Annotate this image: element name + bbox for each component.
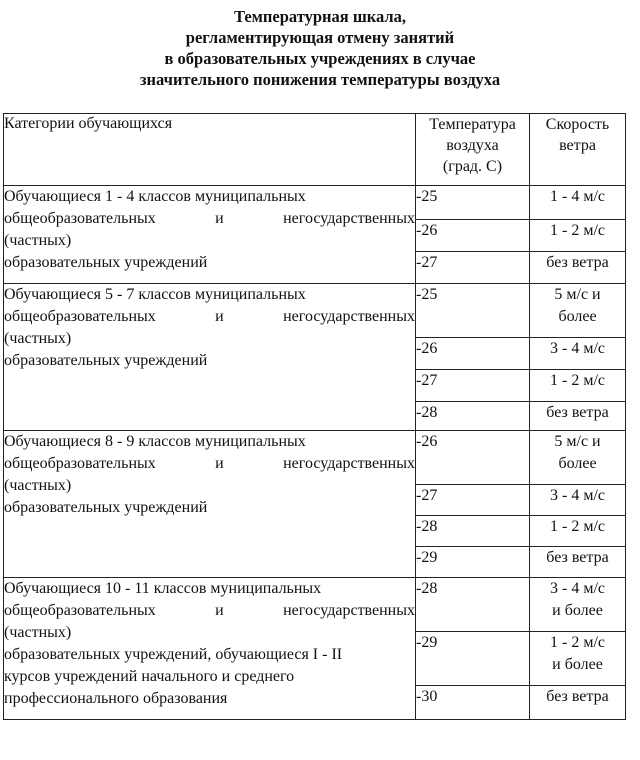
temperature-cell: -29 bbox=[416, 632, 530, 686]
table-header-row bbox=[4, 114, 626, 186]
category-line: образовательных учреждений, обучающиеся I - II bbox=[4, 646, 343, 663]
wind-line: и более bbox=[552, 656, 603, 673]
wind-line: 5 м/с и bbox=[554, 433, 601, 450]
wind-line: 1 - 2 м/с bbox=[550, 222, 605, 239]
category-cell bbox=[4, 186, 416, 284]
wind-cell bbox=[530, 516, 626, 547]
category-line: Обучающиеся 8 - 9 классов муниципальных bbox=[4, 433, 306, 450]
temperature-cell: -30 bbox=[416, 686, 530, 720]
header-temperature-line: (град. С) bbox=[442, 158, 503, 175]
title-line: Температурная шкала, bbox=[233, 7, 407, 26]
wind-cell bbox=[530, 431, 626, 485]
table-row bbox=[4, 431, 626, 485]
wind-cell bbox=[530, 402, 626, 431]
wind-line: 5 м/с и bbox=[554, 286, 601, 303]
category-cell bbox=[4, 284, 416, 431]
header-wind bbox=[530, 114, 626, 186]
wind-cell bbox=[530, 220, 626, 252]
category-line: Обучающиеся 5 - 7 классов муниципальных bbox=[4, 286, 306, 303]
wind-cell bbox=[530, 338, 626, 370]
wind-line: 1 - 2 м/с bbox=[550, 634, 605, 651]
header-temperature-line: воздуха bbox=[446, 137, 499, 154]
category-line: курсов учреждений начального и среднего bbox=[4, 668, 295, 685]
category-line: (частных) bbox=[4, 330, 72, 347]
wind-cell bbox=[530, 547, 626, 578]
category-line: общеобразовательных и негосударственных bbox=[4, 308, 415, 325]
category-line: общеобразовательных и негосударственных bbox=[4, 602, 415, 619]
header-temperature bbox=[416, 114, 530, 186]
wind-cell bbox=[530, 186, 626, 220]
wind-cell bbox=[530, 252, 626, 284]
temperature-cell: -28 bbox=[416, 578, 530, 632]
header-wind-line: ветра bbox=[559, 137, 596, 154]
temperature-cell: -25 bbox=[416, 186, 530, 220]
temperature-cell: -28 bbox=[416, 402, 530, 431]
title-line: значительного понижения температуры воздуха bbox=[139, 70, 501, 89]
wind-cell bbox=[530, 485, 626, 516]
wind-cell bbox=[530, 686, 626, 720]
wind-line: 3 - 4 м/с bbox=[550, 580, 605, 597]
category-line: образовательных учреждений bbox=[4, 352, 208, 369]
title-line: регламентирующая отмену занятий bbox=[185, 28, 455, 47]
wind-line: и более bbox=[552, 602, 603, 619]
temperature-scale-table bbox=[3, 113, 626, 720]
table-row bbox=[4, 284, 626, 338]
wind-cell bbox=[530, 632, 626, 686]
header-category: Категории обучающихся bbox=[4, 114, 416, 186]
wind-line: 1 - 4 м/с bbox=[550, 188, 605, 205]
category-line: профессионального образования bbox=[4, 690, 228, 707]
category-cell bbox=[4, 431, 416, 578]
category-line: общеобразовательных и негосударственных bbox=[4, 210, 415, 227]
wind-line: без ветра bbox=[546, 404, 609, 421]
temperature-cell: -27 bbox=[416, 485, 530, 516]
temperature-cell: -26 bbox=[416, 338, 530, 370]
temperature-cell: -27 bbox=[416, 252, 530, 284]
wind-line: без ветра bbox=[546, 688, 609, 705]
category-line: (частных) bbox=[4, 624, 72, 641]
category-line: Обучающиеся 1 - 4 классов муниципальных bbox=[4, 188, 306, 205]
temperature-cell: -26 bbox=[416, 431, 530, 485]
category-line: (частных) bbox=[4, 477, 72, 494]
table-row bbox=[4, 578, 626, 632]
temperature-cell: -28 bbox=[416, 516, 530, 547]
category-line: образовательных учреждений bbox=[4, 254, 208, 271]
temperature-cell: -29 bbox=[416, 547, 530, 578]
category-line: образовательных учреждений bbox=[4, 499, 208, 516]
category-cell bbox=[4, 578, 416, 720]
temperature-cell: -26 bbox=[416, 220, 530, 252]
category-line: (частных) bbox=[4, 232, 72, 249]
wind-line: без ветра bbox=[546, 254, 609, 271]
category-line: общеобразовательных и негосударственных bbox=[4, 455, 415, 472]
wind-line: более bbox=[558, 308, 597, 325]
header-wind-line: Скорость bbox=[545, 116, 610, 133]
title-line: в образовательных учреждениях в случае bbox=[164, 49, 476, 68]
wind-cell bbox=[530, 284, 626, 338]
wind-cell bbox=[530, 578, 626, 632]
wind-line: 1 - 2 м/с bbox=[550, 518, 605, 535]
page-title bbox=[0, 6, 640, 90]
temperature-cell: -25 bbox=[416, 284, 530, 338]
wind-line: 3 - 4 м/с bbox=[550, 487, 605, 504]
wind-cell bbox=[530, 370, 626, 402]
category-line: Обучающиеся 10 - 11 классов муниципальных bbox=[4, 580, 322, 597]
wind-line: более bbox=[558, 455, 597, 472]
table-row bbox=[4, 186, 626, 220]
temperature-cell: -27 bbox=[416, 370, 530, 402]
wind-line: 3 - 4 м/с bbox=[550, 340, 605, 357]
wind-line: без ветра bbox=[546, 549, 609, 566]
table-body bbox=[4, 186, 626, 720]
header-temperature-line: Температура bbox=[429, 116, 516, 133]
wind-line: 1 - 2 м/с bbox=[550, 372, 605, 389]
